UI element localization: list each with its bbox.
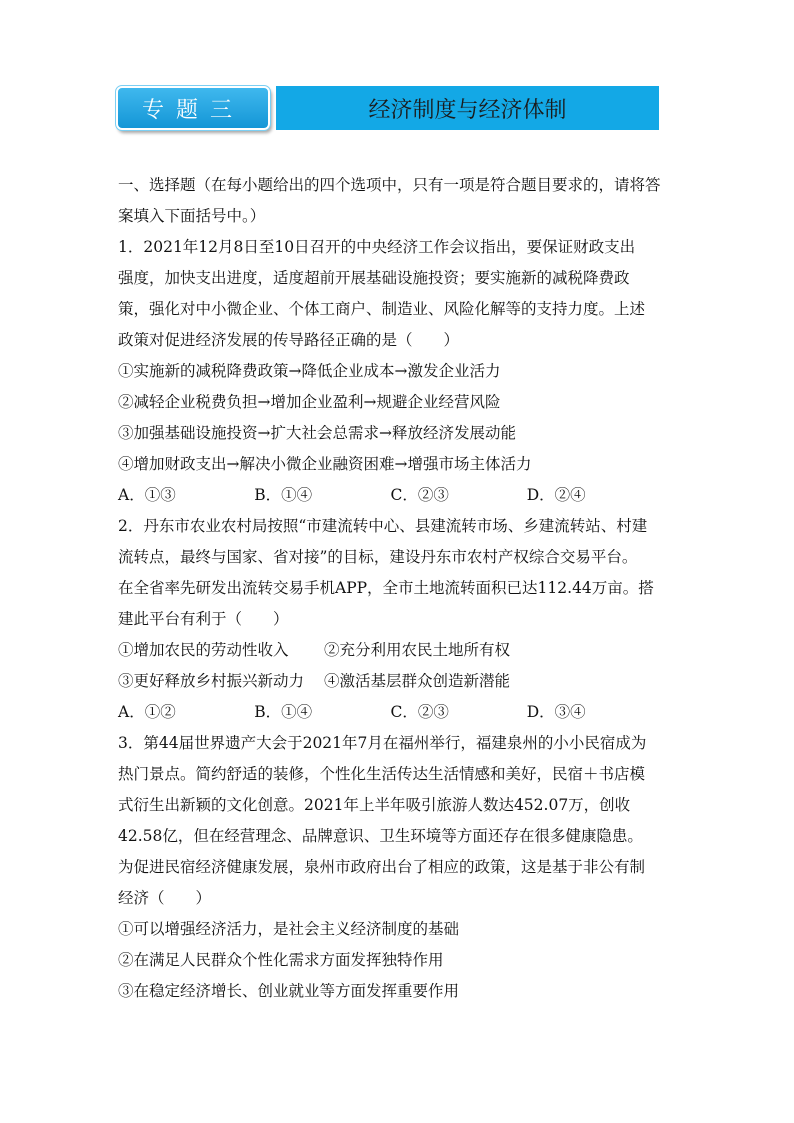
question-1-stem: 政策对促进经济发展的传导路径正确的是（ ） — [118, 331, 460, 349]
option-b: B．①④ — [254, 703, 313, 721]
question-1-options — [118, 480, 663, 511]
option-d: D．②④ — [526, 486, 586, 504]
question-2-stem: 2．丹东市农业农村局按照“市建流转中心、县建流转市场、乡建流转站、村建 — [118, 517, 648, 535]
question-2-item: ①增加农民的劳动性收入 — [118, 641, 289, 659]
topic-badge: 专题三 — [116, 86, 270, 130]
question-3-stem: 3．第44届世界遗产大会于2021年7月在福州举行，福建泉州的小小民宿成为 — [118, 734, 647, 752]
option-a: A．①② — [118, 703, 176, 721]
question-1-item: ④增加财政支出→解决小微企业融资困难→增强市场主体活力 — [118, 455, 532, 473]
question-2-stem: 在全省率先研发出流转交易手机APP，全市土地流转面积已达112.44万亩。搭 — [118, 579, 654, 597]
question-1-item: ③加强基础设施投资→扩大社会总需求→释放经济发展动能 — [118, 424, 516, 442]
question-2-stem: 建此平台有利于（ ） — [118, 610, 289, 628]
header — [116, 86, 659, 130]
question-1-stem: 强度，加快支出进度，适度超前开展基础设施投资；要实施新的减税降费政 — [118, 269, 630, 287]
option-a: A．①③ — [118, 486, 176, 504]
question-2-items-row — [118, 666, 663, 697]
option-d: D．③④ — [526, 703, 586, 721]
question-1-stem: 策，强化对中小微企业、个体工商户、制造业、风险化解等的支持力度。上述 — [118, 300, 646, 318]
question-1-item: ②减轻企业税费负担→增加企业盈利→规避企业经营风险 — [118, 393, 501, 411]
option-c: C．②③ — [390, 703, 449, 721]
question-2-item: ②充分利用农民土地所有权 — [324, 641, 511, 659]
question-3-stem: 为促进民宿经济健康发展，泉州市政府出台了相应的政策，这是基于非公有制 — [118, 858, 646, 876]
question-3-item: ①可以增强经济活力，是社会主义经济制度的基础 — [118, 920, 460, 938]
question-3-stem: 热门景点。简约舒适的装修，个性化生活传达生活情感和美好，民宿＋书店模 — [118, 765, 646, 783]
question-1-item: ①实施新的减税降费政策→降低企业成本→激发企业活力 — [118, 362, 501, 380]
document-body — [118, 170, 663, 1007]
question-3-item: ③在稳定经济增长、创业就业等方面发挥重要作用 — [118, 982, 460, 1000]
question-2-item: ③更好释放乡村振兴新动力 — [118, 672, 305, 690]
option-b: B．①④ — [254, 486, 313, 504]
question-2-items-row — [118, 635, 663, 666]
question-2-stem: 流转点，最终与国家、省对接”的目标，建设丹东市农村产权综合交易平台。 — [118, 548, 638, 566]
question-2-item: ④激活基层群众创造新潜能 — [324, 672, 511, 690]
question-2-options — [118, 697, 663, 728]
question-1-stem: 1．2021年12月8日至10日召开的中央经济工作会议指出，要保证财政支出 — [118, 238, 636, 256]
option-c: C．②③ — [390, 486, 449, 504]
question-3-item: ②在满足人民群众个性化需求方面发挥独特作用 — [118, 951, 444, 969]
question-3-stem: 经济（ ） — [118, 889, 212, 907]
question-3-stem: 式衍生出新颖的文化创意。2021年上半年吸引旅游人数达452.07万，创收 — [118, 796, 631, 814]
section-heading-cont: 案填入下面括号中。） — [118, 207, 266, 225]
page-title: 经济制度与经济体制 — [276, 86, 659, 130]
section-heading: 一、选择题（在每小题给出的四个选项中，只有一项是符合题目要求的，请将答 — [118, 176, 661, 194]
question-3-stem: 42.58亿，但在经营理念、品牌意识、卫生环境等方面还存在很多健康隐患。 — [118, 827, 643, 845]
